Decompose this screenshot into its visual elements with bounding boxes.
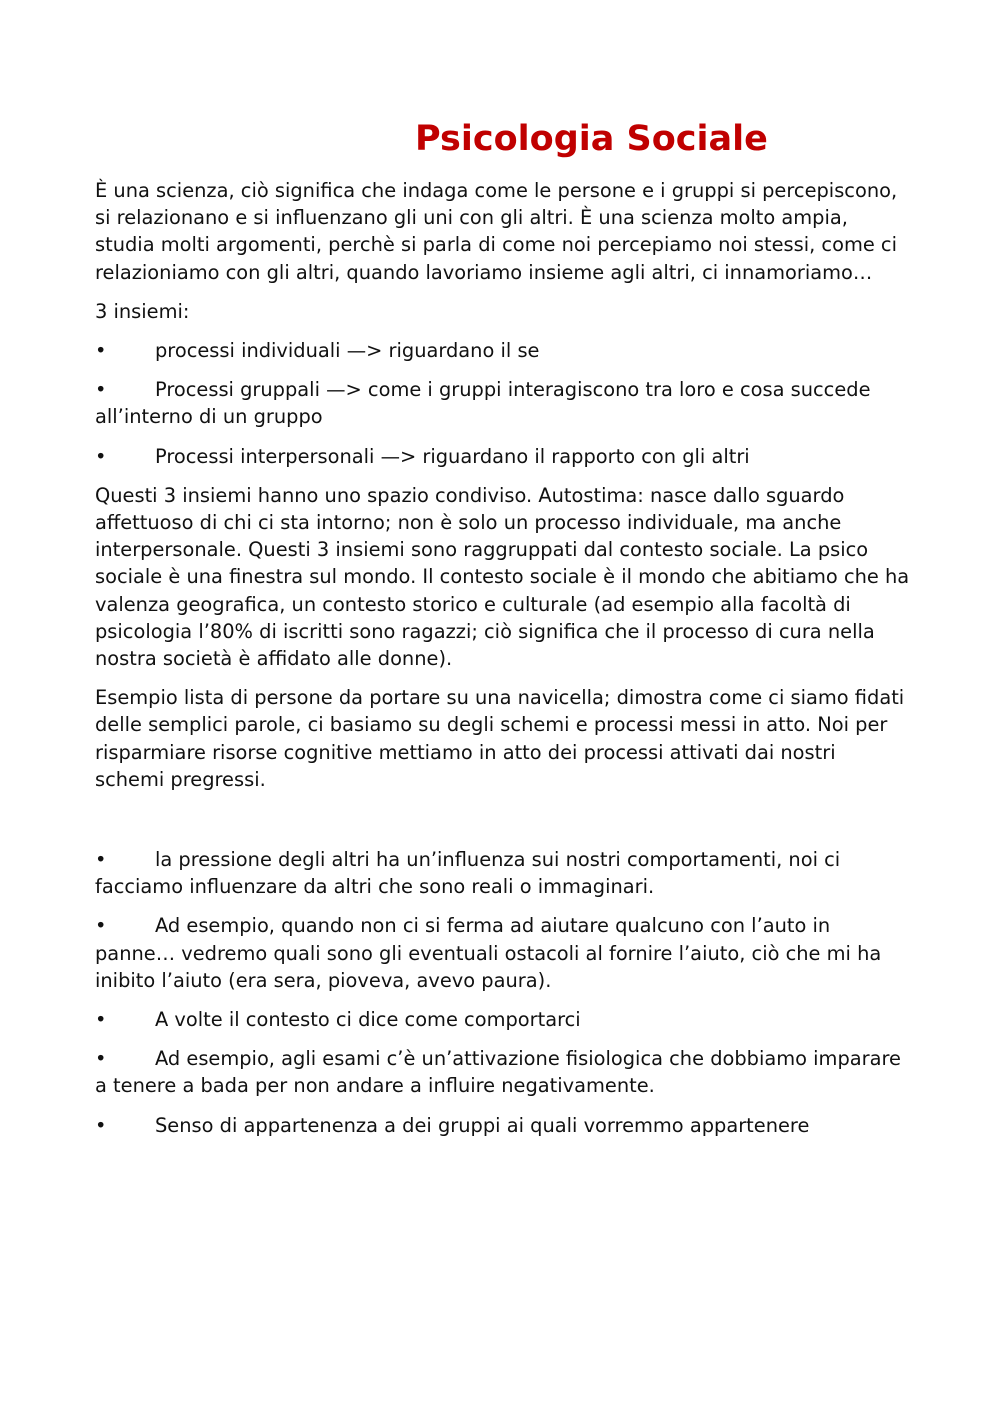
list-item-text: Processi gruppali —> come i gruppi interagiscono tra loro e cosa succede all’interno di un gruppo xyxy=(95,378,871,429)
blank-line xyxy=(95,805,910,846)
bullet-icon: • xyxy=(95,378,107,402)
bullet-icon: • xyxy=(95,1047,107,1071)
list-item xyxy=(95,1045,910,1099)
list-item-text: la pressione degli altri ha un’influenza sui nostri comportamenti, noi ci facciamo influenzare da altri che sono reali o immaginari. xyxy=(95,848,841,899)
intro-paragraph: È una scienza, ciò significa che indaga come le persone e i gruppi si percepiscono, si relazionano e si influenzano gli uni con gli altri. È una scienza molto ampia, studia molti argomenti, perchè si parla di come noi percepiamo noi stessi, come ci relazioniamo con gli altri, quando lavoriamo insieme agli altri, ci innamoriamo… xyxy=(95,179,898,284)
list-item-text: Ad esempio, quando non ci si ferma ad aiutare qualcuno con l’auto in panne… vedremo quali sono gli eventuali ostacoli al fornire l’aiuto, ciò che mi ha inibito l’aiuto (era sera, pioveva, avevo paura). xyxy=(95,914,882,992)
sets-label: 3 insiemi: xyxy=(95,299,190,323)
list-item-text: Processi interpersonali —> riguardano il rapporto con gli altri xyxy=(155,444,750,468)
list-item xyxy=(95,1112,910,1139)
list-item xyxy=(95,376,910,430)
bullet-icon: • xyxy=(95,1113,107,1137)
list-item xyxy=(95,846,910,900)
document-title: Psicologia Sociale xyxy=(415,119,768,159)
bullet-icon: • xyxy=(95,444,107,468)
bullet-icon: • xyxy=(95,914,107,938)
context-paragraph: Questi 3 insiemi hanno uno spazio condiviso. Autostima: nasce dallo sguardo affettuoso di chi ci sta intorno; non è solo un processo individuale, ma anche interpersonale. Questi 3 insiemi sono raggruppati dal contesto sociale. La psico sociale è una finestra sul mondo. Il contesto sociale è il mondo che abitiamo che ha valenza geografica, un contesto storico e culturale (ad esempio alla facoltà di psicologia l’80% di iscritti sono ragazzi; ciò significa che il processo di cura nella nostra società è affidato alle donne). xyxy=(95,483,910,671)
list-item-text: processi individuali —> riguardano il se xyxy=(155,339,540,363)
list-item-text: Senso di appartenenza a dei gruppi ai quali vorremmo appartenere xyxy=(155,1113,810,1137)
example-paragraph: Esempio lista di persone da portare su una navicella; dimostra come ci siamo fidati delle semplici parole, ci basiamo su degli schemi e processi messi in atto. Noi per risparmiare risorse cognitive mettiamo in atto dei processi attivati dai nostri schemi pregressi. xyxy=(95,686,905,791)
list-item xyxy=(95,1006,910,1033)
list-item-text: A volte il contesto ci dice come comportarci xyxy=(155,1008,581,1032)
list-item xyxy=(95,912,910,994)
bullet-icon: • xyxy=(95,848,107,872)
list-item xyxy=(95,443,910,470)
list-item xyxy=(95,337,910,364)
document-body xyxy=(95,177,910,1151)
bullet-icon: • xyxy=(95,339,107,363)
list-item-text: Ad esempio, agli esami c’è un’attivazione fisiologica che dobbiamo imparare a tenere a bada per non andare a influire negativamente. xyxy=(95,1047,901,1098)
bullet-icon: • xyxy=(95,1008,107,1032)
